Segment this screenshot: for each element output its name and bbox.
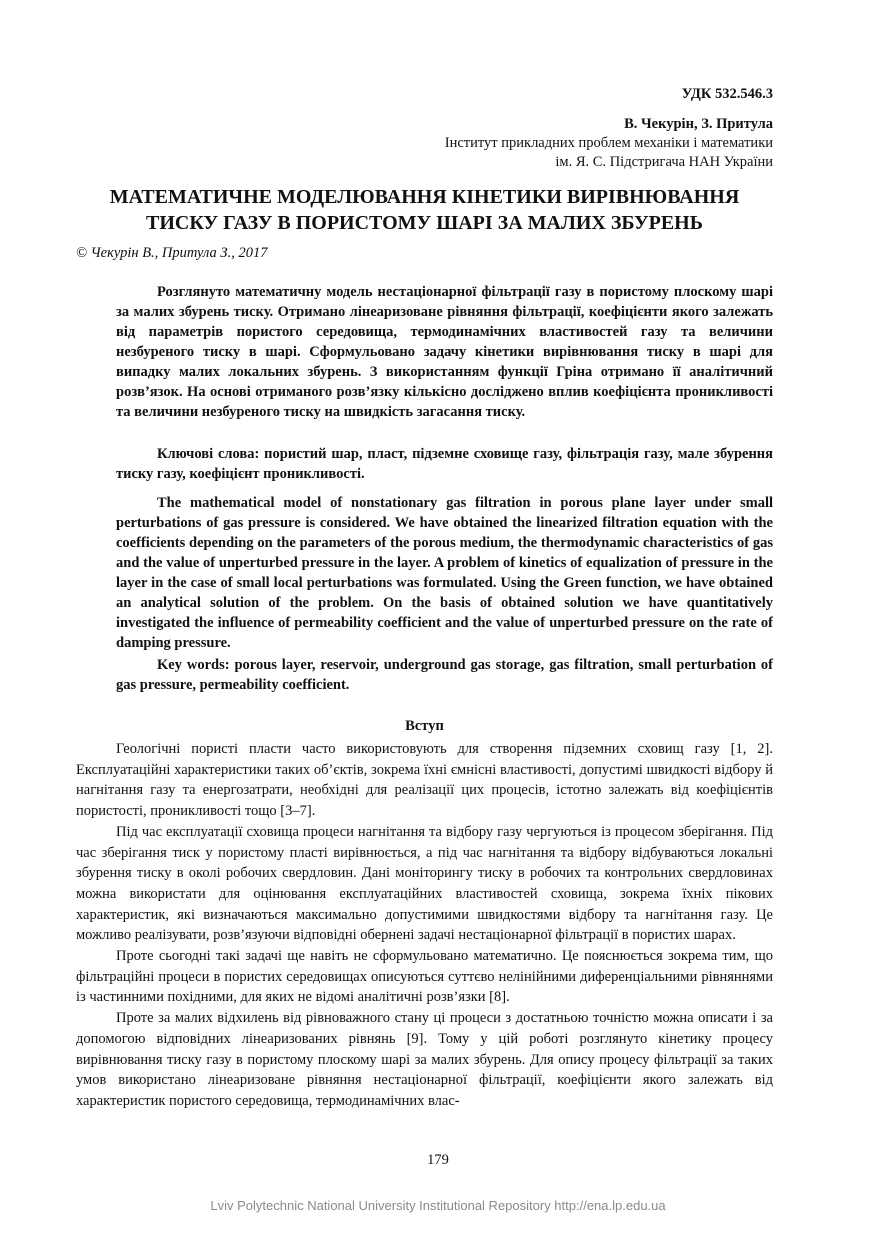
- paragraph: Проте за малих відхилень від рівноважного стану ці процеси з достатньою точністю можна описати і за допомогою відповідних лінеаризованих рівнянь [9]. Тому у цій роботі розглянуто кінетику процесу вирівнювання тиску газу в пористому плоскому шарі за малих збурень. Для опису процесу фільтрації за таких умов використано лінеаризоване рівняння нестаціонарної фільтрації, коефіцієнти якого залежать від характеристик пористого середовища, термодинамічних влас-: [76, 1010, 773, 1109]
- abstract-ua-text: Розглянуто математичну модель нестаціонарної фільтрації газу в пористому плоскому шарі за малих збурень тиску. Отримано лінеаризоване рівняння фільтрації, коефіцієнти якого залежать від параметрів пористого середовища, термодинамічних властивостей газу та величини незбуреного тиску в шарі. Сформульовано задачу кінетики вирівнювання тиску в шарі для випадку малих локальних збурень. З використанням функції Гріна отримано її аналітичний розв’язок. На основі отриманого розв’язку кількісно досліджено вплив коефіцієнта проникливості та величини незбуреного тиску на швидкість загасання тиску.: [116, 284, 773, 420]
- copyright: © Чекурін В., Притула З., 2017: [76, 245, 268, 261]
- keywords-ua-text: Ключові слова: пористий шар, пласт, підземне сховище газу, фільтрація газу, мале збурення тиску газу, коефіцієнт проникливості.: [116, 446, 773, 482]
- affiliation-line-1: Інститут прикладних проблем механіки і математики: [444, 135, 773, 151]
- keywords-ukrainian: [116, 444, 773, 484]
- paragraph: Проте сьогодні такі задачі ще навіть не сформульовано математично. Це пояснюється зокрема тим, що фільтраційні процеси в пористих середовищах описуються суттєво нелінійними диференціальними рівняннями із частинними похідними, для яких не відомі аналітичні розв’язки [8].: [76, 948, 773, 1006]
- title-line-2: ТИСКУ ГАЗУ В ПОРИСТОМУ ШАРІ ЗА МАЛИХ ЗБУРЕНЬ: [146, 212, 703, 234]
- abstract-en-text: The mathematical model of nonstationary gas filtration in porous plane layer under small perturbations of gas pressure is considered. We have obtained the linearized filtration equation with the coefficients depending on the parameters of the porous medium, the thermodynamic characteristics of gas and the value of unperturbed pressure in the layer. A problem of kinetics of equalization of pressure in the layer in the case of small local perturbations was formulated. Using the Green function, we have obtained an analytical solution of the problem. On the basis of obtained solution we have quantitatively investigated the influence of permeability coefficient and the value of unperturbed pressure on the rate of damping pressure.: [116, 495, 773, 651]
- repository-footer: Lviv Polytechnic National University Institutional Repository http://ena.lp.edu.ua: [210, 1198, 666, 1213]
- keywords-en-text: Key words: porous layer, reservoir, underground gas storage, gas filtration, small perturbation of gas pressure, permeability coefficient.: [116, 657, 773, 693]
- abstract-english: [116, 493, 773, 653]
- paragraph: Під час експлуатації сховища процеси нагнітання та відбору газу чергуються із процесом зберігання. Під час зберігання тиск у пористому пласті вирівнюється, а під час нагнітання та відбору відбуваються локальні збурення тиску в околі робочих свердловин. Дані моніторингу тиску в робочих та контрольних свердловинах можна використати для оцінювання експлуатаційних властивостей сховища, зокрема їхніх пікових характеристик, які визначаються максимально допустимими швидкостями відбору та нагнітання газу. Це можливо реалізувати, розв’язуючи відповідні обернені задачі нестаціонарної фільтрації в пористих шарах.: [76, 823, 773, 944]
- page-number: 179: [427, 1152, 449, 1168]
- body-text: [76, 739, 773, 1112]
- keywords-english: [116, 655, 773, 695]
- authors: В. Чекурін, З. Притула: [624, 116, 773, 132]
- section-title: Вступ: [405, 718, 444, 734]
- abstract-ukrainian: [116, 282, 773, 422]
- paragraph: Геологічні пористі пласти часто використовують для створення підземних сховищ газу [1, 2]. Експлуатаційні характеристики таких об’єктів, зокрема їхні ємнісні властивості, допустимі швидкості відбору й нагнітання газу та енергозатрати, необхідні для реалізації цих процесів, істотно залежать від коефіцієнтів пористості, проникливості тощо [3–7].: [76, 741, 773, 820]
- title-line-1: МАТЕМАТИЧНЕ МОДЕЛЮВАННЯ КІНЕТИКИ ВИРІВНЮВАННЯ: [109, 186, 740, 208]
- udk-code: УДК 532.546.3: [681, 86, 773, 102]
- affiliation-line-2: ім. Я. С. Підстригача НАН України: [555, 154, 773, 170]
